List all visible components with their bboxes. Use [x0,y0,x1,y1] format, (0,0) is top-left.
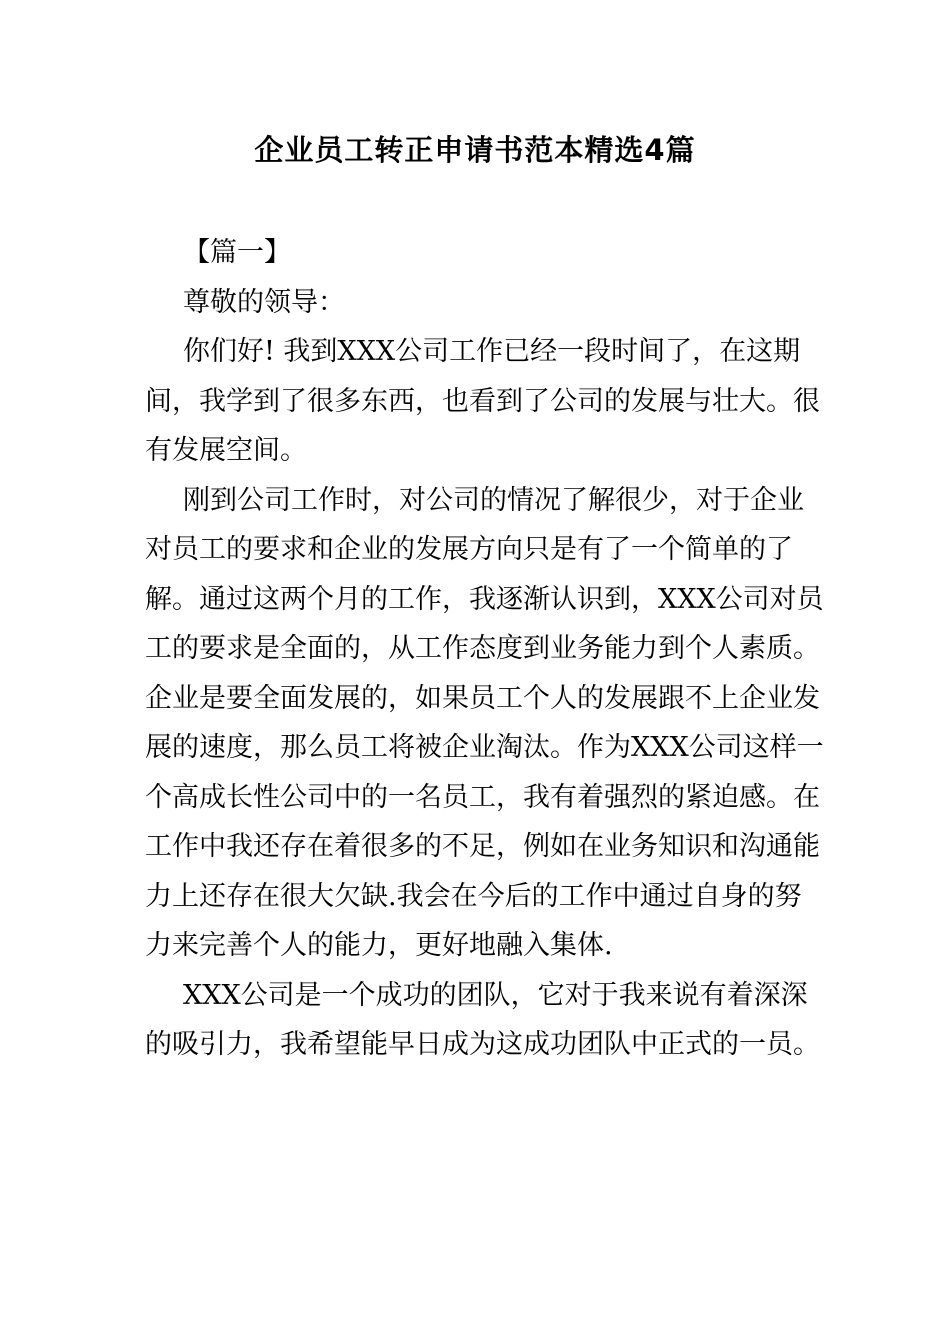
paragraph-2: 刚到公司工作时，对公司的情况了解很少，对于企业对员工的要求和企业的发展方向只是有了一个简单的了解。通过这两个月的工作，我逐渐认识到，XXX公司对员工的要求是全面的，从工作态度到业务能力到个人素质。企业是要全面发展的，如果员工个人的发展跟不上企业发展的速度，那么员工将被企业淘汰。作为XXX公司这样一个高成长性公司中的一名员工，我有着强烈的紧迫感。在工作中我还存在着很多的不足，例如在业务知识和沟通能力上还存在很大欠缺.我会在今后的工作中通过自身的努力来完善个人的能力，更好地融入集体. [145,484,824,961]
paragraph-1: 你们好! 我到XXX公司工作已经一段时间了，在这期间，我学到了很多东西，也看到了公司的发展与壮大。很有发展空间。 [145,336,820,466]
paragraph-3: XXX公司是一个成功的团队，它对于我来说有着深深的吸引力，我希望能早日成为这成功团队中正式的一员。 [145,979,820,1060]
salutation: 尊敬的领导： [183,286,345,318]
document-body [145,228,825,1070]
document-title: 企业员工转正申请书范本精选4篇 [254,133,696,167]
section-label: 【篇一】 [183,237,291,268]
